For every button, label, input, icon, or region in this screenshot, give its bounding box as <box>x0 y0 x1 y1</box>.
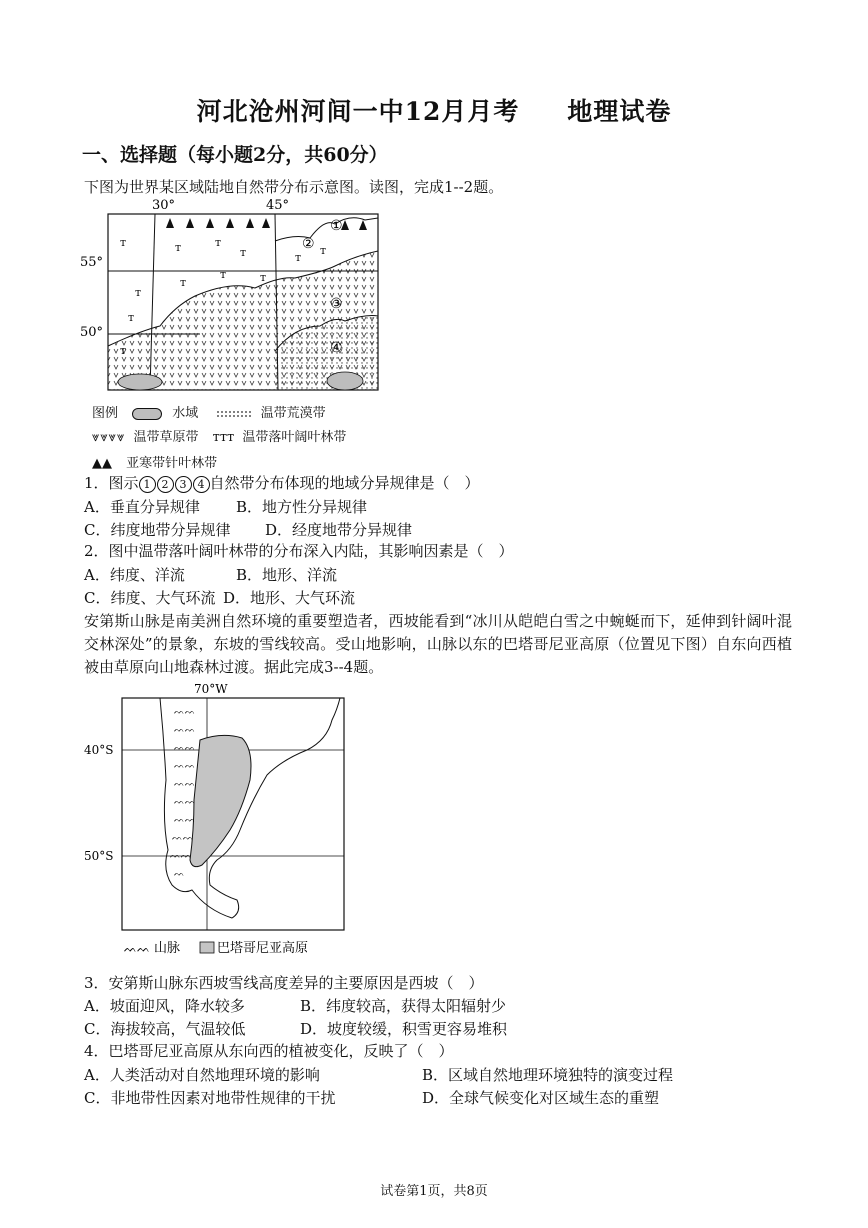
page-footer: 试卷第1页，共8页 <box>380 1184 488 1199</box>
q4-option-c: C．非地带性因素对地带性规律的干扰 <box>84 1089 336 1107</box>
q4-option-a: A．人类活动对自然地理环境的影响 <box>84 1066 320 1084</box>
q1-marker-1: 1 <box>139 476 156 493</box>
legend-desert: 温带荒漠带 <box>260 406 326 421</box>
lat-label-50: 50° <box>80 325 104 340</box>
q1-option-c: C．纬度地带分异规律 <box>84 521 231 539</box>
zone-marker-2: ② <box>302 236 315 252</box>
q1-prefix: 1．图示 <box>84 474 139 492</box>
svg-text:ᨓᨓ: ᨓᨓ <box>174 815 196 825</box>
q3-option-a: A．坡面迎风，降水较多 <box>84 997 245 1015</box>
legend-deciduous: 温带落叶阔叶林带 <box>242 430 347 445</box>
zone-marker-3: ③ <box>330 296 343 312</box>
legend-plateau: 巴塔哥尼亚高原 <box>217 941 309 956</box>
svg-text:ᴛ: ᴛ <box>135 286 142 299</box>
lat-label-50s: 50°S <box>84 849 114 863</box>
svg-text:ᴛ: ᴛ <box>220 268 227 281</box>
q1-option-b: B．地方性分异规律 <box>236 498 368 516</box>
lat-label-40s: 40°S <box>84 743 114 757</box>
lon-label-30: 30° <box>152 198 176 213</box>
lat-label-55: 55° <box>80 255 104 270</box>
svg-text:ᴛ: ᴛ <box>180 276 187 289</box>
intro-q1-2: 下图为世界某区域陆地自然带分布示意图。读图，完成1--2题。 <box>84 178 504 196</box>
mountain-legend-icon: ᨓᨓ <box>124 942 151 955</box>
patagonia-map <box>82 680 352 960</box>
lon-label-70w: 70°W <box>194 682 228 696</box>
question-3-stem: 3．安第斯山脉东西坡雪线高度差异的主要原因是西坡（ ） <box>84 974 484 992</box>
intro-q3-4: 安第斯山脉是南美洲自然环境的重要塑造者，西坡能看到“冰川从皑皑白雪之中蜿蜒而下，延伸到针阔叶混交林深处”的景象，东坡的雪线较高。受山地影响，山脉以东的巴塔哥尼亚高原（位置见下图）自东向西植被由草原向山地森林过渡。据此完成3--4题。 <box>84 612 792 676</box>
svg-text:ᨓ: ᨓ <box>174 869 185 879</box>
svg-text:ᴛ: ᴛ <box>320 244 327 257</box>
svg-text:ᴛ: ᴛ <box>215 236 222 249</box>
zone-marker-4: ④ <box>330 340 343 356</box>
svg-text:ᨓᨓ: ᨓᨓ <box>174 725 196 735</box>
svg-text:ᴛ: ᴛ <box>240 246 247 259</box>
svg-text:ᴛ: ᴛ <box>295 251 302 264</box>
q1-marker-3: 3 <box>175 476 192 493</box>
svg-text:ᨓᨓ: ᨓᨓ <box>174 761 196 771</box>
svg-text:ᨓᨓ: ᨓᨓ <box>174 743 196 753</box>
q4-option-b: B．区域自然地理环境独特的演变过程 <box>422 1066 674 1084</box>
title-subject: 地理试卷 <box>567 97 672 126</box>
q2-option-c: C．纬度、大气环流 <box>84 589 216 607</box>
q3-option-c: C．海拔较高，气温较低 <box>84 1020 246 1038</box>
map1-legend-row1 <box>92 402 326 421</box>
q1-option-d: D．经度地带分异规律 <box>265 521 413 539</box>
question-4-stem: 4．巴塔哥尼亚高原从东向西的植被变化，反映了（ ） <box>84 1042 454 1060</box>
map1-legend-row3 <box>92 452 217 471</box>
lon-label-45: 45° <box>266 198 290 213</box>
q3-option-d: D．坡度较缓，积雪更容易堆积 <box>300 1020 508 1038</box>
water-swatch <box>132 408 162 420</box>
legend-taiga: 亚寒带针叶林带 <box>126 456 218 471</box>
q1-option-a: A．垂直分异规律 <box>84 498 200 516</box>
q3-option-b: B．纬度较高，获得太阳辐射少 <box>300 997 507 1015</box>
section-heading: 一、选择题（每小题2分，共60分） <box>82 144 388 166</box>
question-2-stem: 2．图中温带落叶阔叶林带的分布深入内陆，其影响因素是（ ） <box>84 542 514 560</box>
svg-text:ᨓᨓ: ᨓᨓ <box>174 797 196 807</box>
q2-option-b: B．地形、洋流 <box>236 566 338 584</box>
zone-marker-1: ① <box>330 218 343 234</box>
title-school: 河北沧州河间一中12月月考 <box>196 97 520 126</box>
svg-text:ᨓᨓ: ᨓᨓ <box>174 707 196 717</box>
legend-water: 水域 <box>172 406 199 421</box>
q4-option-d: D．全球气候变化对区域生态的重塑 <box>422 1089 660 1107</box>
legend-mountain: 山脉 <box>154 941 181 956</box>
q2-option-d: D．地形、大气环流 <box>223 589 356 607</box>
page-title <box>0 92 868 128</box>
svg-text:ᴛ: ᴛ <box>120 236 127 249</box>
legend-steppe: 温带草原带 <box>133 430 199 445</box>
deciduous-swatch: ᴛᴛᴛ <box>212 430 235 445</box>
q1-marker-4: 4 <box>193 476 210 493</box>
svg-text:ᨓᨓ: ᨓᨓ <box>174 779 196 789</box>
svg-text:ᴛ: ᴛ <box>128 311 135 324</box>
q1-marker-2: 2 <box>157 476 174 493</box>
svg-text:ᨓᨓ: ᨓᨓ <box>170 851 192 861</box>
svg-text:ᴛ: ᴛ <box>175 241 182 254</box>
svg-text:ᴛ: ᴛ <box>260 271 267 284</box>
taiga-swatch: ▲▲ <box>92 456 112 471</box>
svg-text:ᴛ: ᴛ <box>120 344 127 357</box>
map1-legend-row2 <box>92 426 346 445</box>
question-1-stem <box>84 472 480 494</box>
steppe-swatch: ⩔⩔⩔⩔ <box>92 430 126 445</box>
legend-heading: 图例 <box>92 406 119 421</box>
desert-swatch <box>216 410 252 418</box>
q1-suffix: 自然带分布体现的地域分异规律是（ ） <box>209 474 480 492</box>
natural-zone-map <box>80 196 400 394</box>
svg-text:ᨓᨓ: ᨓᨓ <box>172 833 194 843</box>
q2-option-a: A．纬度、洋流 <box>84 566 185 584</box>
